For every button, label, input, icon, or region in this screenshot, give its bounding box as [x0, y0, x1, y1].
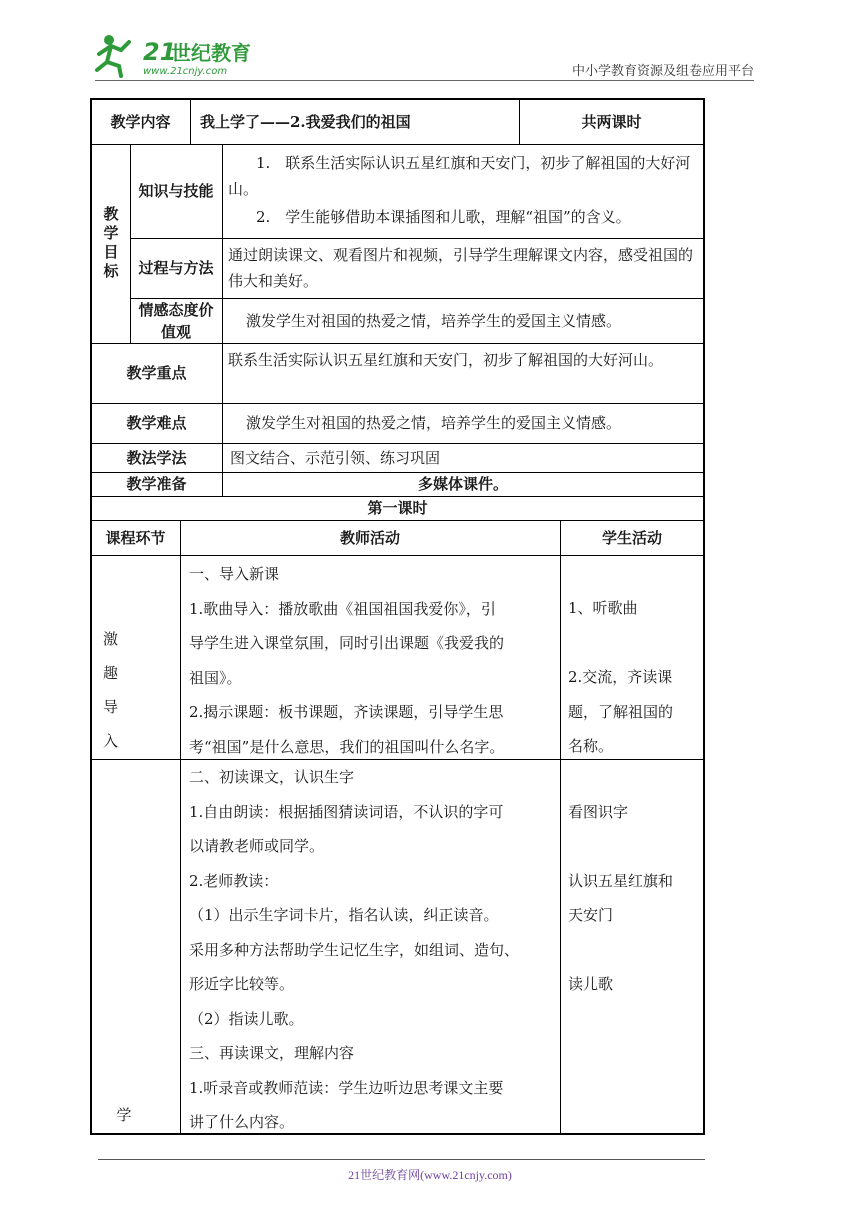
content-label: 教学内容: [110, 112, 171, 131]
stage-char: 趣: [102, 664, 118, 682]
teacher-line: 考“祖国”是什么意思，我们的祖国叫什么名字。: [189, 737, 505, 756]
process-label: 过程与方法: [138, 259, 214, 277]
key-point-label: 教学重点: [126, 364, 187, 382]
teacher-line: 以请教老师或同学。: [189, 837, 325, 855]
key-point-content: 联系生活实际认识五星红旗和天安门，初步了解祖国的大好河山。: [228, 351, 664, 369]
student-line: 2.交流，齐读课: [568, 668, 673, 686]
knowledge-label: 知识与技能: [138, 182, 214, 200]
prep-label: 教学准备: [126, 475, 187, 493]
teacher-line: 2.揭示课题：板书课题，齐读课题，引导学生思: [189, 703, 504, 721]
student-line: 名称。: [568, 737, 614, 755]
stage-char: 激: [102, 630, 118, 648]
teacher-line: 二、初读课文，认识生字: [189, 768, 355, 786]
teacher-line: 2.老师教读：: [189, 871, 279, 890]
goals-label: 教学目标: [101, 205, 120, 282]
lesson-period-title: 第一课时: [367, 499, 428, 517]
row-divider: [130, 238, 704, 239]
stage-char: 入: [102, 732, 118, 750]
student-line: 看图识字: [568, 802, 629, 821]
student-activity-2: [568, 760, 700, 1132]
col-header-student: 学生活动: [601, 528, 662, 547]
col-divider: [190, 99, 191, 144]
teacher-line: 祖国》。: [189, 668, 242, 687]
teacher-line: （1）出示生字词卡片，指名认读，纠正读音。: [189, 906, 499, 924]
difficulty-content: 激发学生对祖国的热爱之情，培养学生的爱国主义情感。: [246, 414, 622, 432]
student-activity-1: [568, 591, 700, 757]
emotion-label: 情感态度价值观: [138, 300, 214, 341]
method-content: 图文结合、示范引领、练习巩固: [230, 448, 441, 467]
col-divider: [222, 144, 223, 473]
teacher-line: 形近字比较等。: [189, 975, 295, 993]
svg-text:世纪教育: 世纪教育: [171, 41, 251, 65]
stage-section-1: [91, 622, 130, 758]
student-line: 认识五星红旗和: [568, 871, 674, 890]
teacher-line: 讲了什么内容。: [189, 1113, 295, 1131]
student-line: [568, 829, 700, 864]
teacher-activity-2: [189, 760, 559, 1132]
lesson-hours: 共两课时: [581, 112, 642, 131]
knowledge-item: 2. 学生能够借助本课插图和儿歌，理解“祖国”的含义。: [256, 208, 631, 226]
student-line: [568, 760, 700, 795]
site-logo[interactable]: [95, 32, 265, 80]
teacher-line: 采用多种方法帮助学生记忆生字，如组词、造句、: [189, 940, 520, 959]
student-line: 1、听歌曲: [568, 599, 638, 617]
knowledge-content: [228, 150, 698, 236]
student-line: 天安门: [568, 906, 614, 924]
row-divider: [91, 555, 704, 556]
student-line: [568, 933, 700, 968]
prep-content: 多媒体课件。: [417, 475, 508, 493]
col-divider: [130, 144, 131, 343]
emotion-content: 激发学生对祖国的热爱之情，培养学生的爱国主义情感。: [246, 311, 622, 330]
runner-logo-icon: [95, 32, 265, 80]
method-label: 教法学法: [126, 448, 187, 467]
teacher-line: 1.听录音或教师范读：学生边听边思考课文主要: [189, 1078, 504, 1097]
teacher-line: 三、再读课文，理解内容: [189, 1044, 355, 1062]
teacher-activity-1: [189, 557, 559, 757]
stage-section-2: 学: [116, 1106, 132, 1124]
footer-link[interactable]: 21世纪教育网(www.21cnjy.com): [348, 1168, 512, 1182]
page-header: [0, 0, 860, 90]
svg-text:www.21cnjy.com: www.21cnjy.com: [143, 66, 228, 77]
teacher-line: 导学生进入课堂氛围，同时引出课题《我爱我的: [189, 634, 505, 652]
col-divider: [180, 520, 181, 1134]
teacher-line: 1.歌曲导入：播放歌曲《祖国祖国我爱你》，引: [189, 599, 496, 618]
student-line: 读儿歌: [568, 975, 614, 993]
difficulty-label: 教学难点: [126, 414, 187, 432]
teacher-line: 1.自由朗读：根据插图猜读词语，不认识的字可: [189, 802, 504, 821]
col-header-stage: 课程环节: [105, 528, 166, 547]
teacher-line: （2）指读儿歌。: [189, 1009, 304, 1028]
student-line: [568, 626, 700, 661]
stage-char: 导: [102, 698, 118, 716]
col-divider: [560, 520, 561, 1134]
header-divider: [95, 80, 754, 81]
teacher-line: 一、导入新课: [189, 565, 280, 583]
process-content: 通过朗读课文、观看图片和视频，引导学生理解课文内容，感受祖国的伟大和美好。: [228, 246, 694, 290]
col-header-teacher: 教师活动: [339, 528, 400, 547]
knowledge-item: 1. 联系生活实际认识五星红旗和天安门，初步了解祖国的大好河山。: [228, 154, 691, 198]
lesson-title: 我上学了——2.我爱我们的祖国: [200, 112, 411, 131]
platform-name: 中小学教育资源及组卷应用平台: [571, 64, 754, 79]
footer-divider: [98, 1159, 705, 1160]
svg-text:21: 21: [143, 38, 177, 66]
student-line: 题，了解祖国的: [568, 702, 674, 721]
